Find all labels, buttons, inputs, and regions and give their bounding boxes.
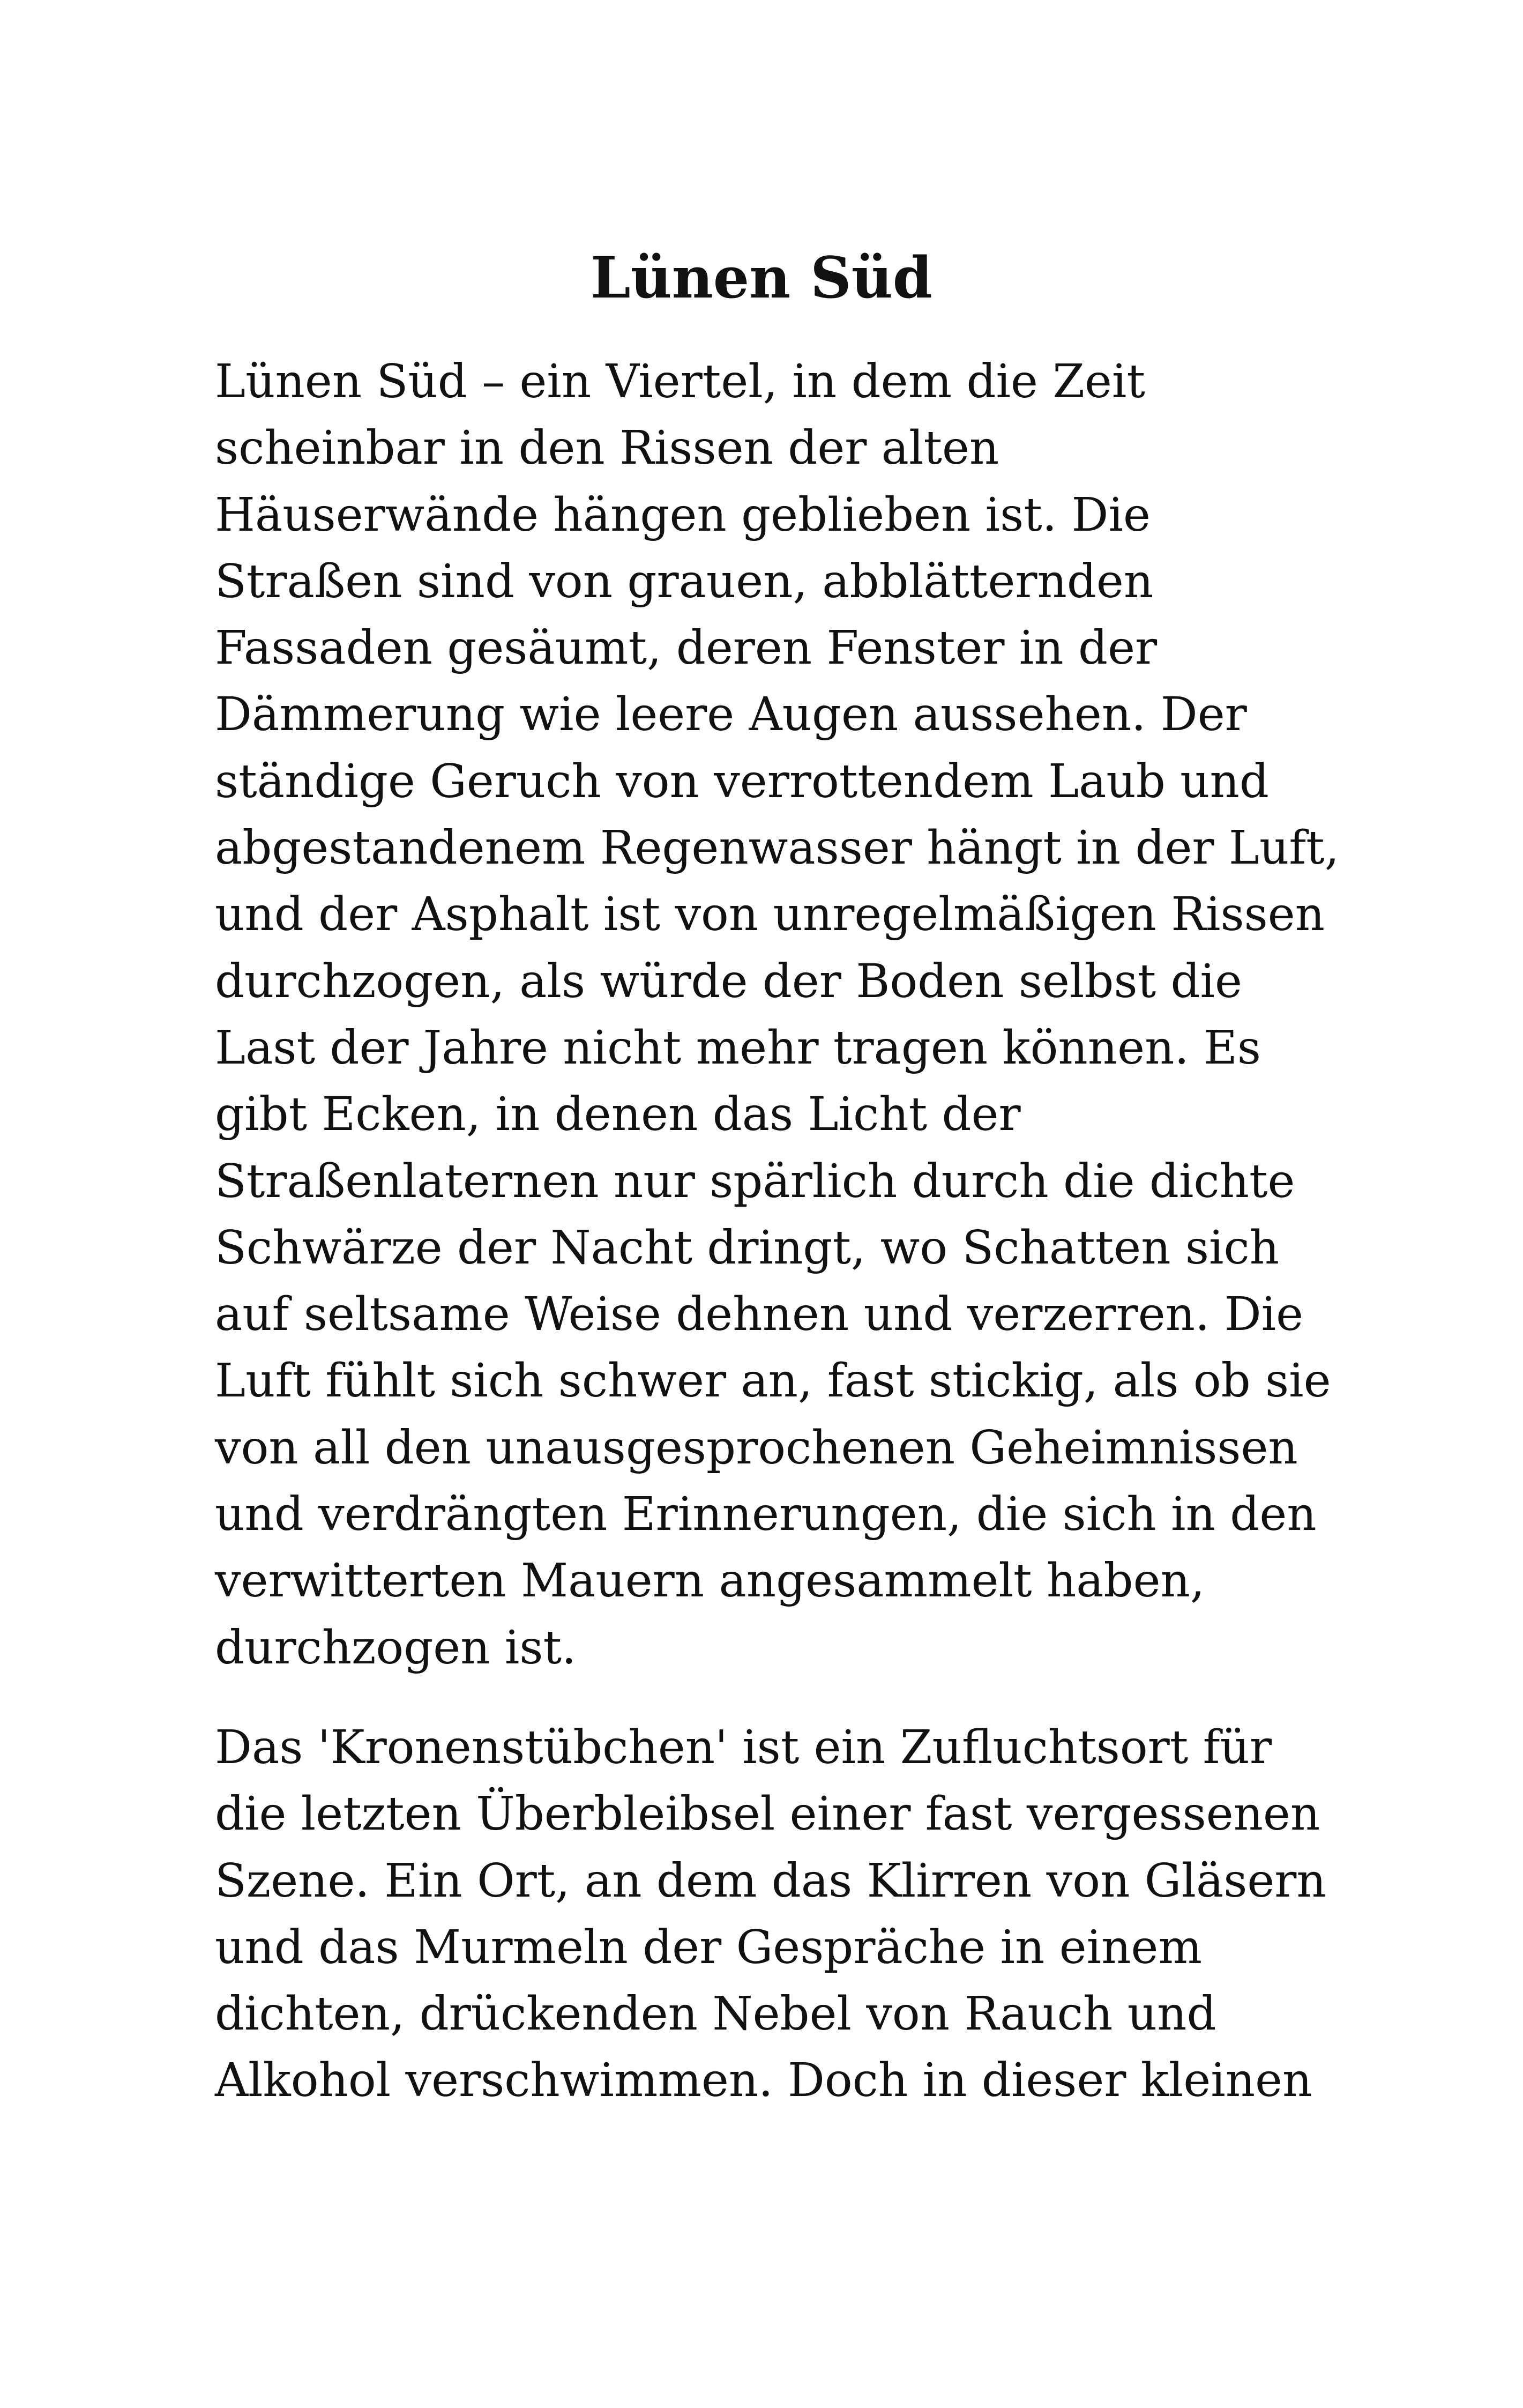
text-line: Das 'Kronenstübchen' ist ein Zufluchtsort für [215, 1720, 1272, 1774]
text-line: Schwärze der Nacht dringt, wo Schatten sich [215, 1221, 1280, 1275]
text-line: Last der Jahre nicht mehr tragen können. Es [215, 1021, 1261, 1075]
text-line: Szene. Ein Ort, an dem das Klirren von Gläsern [215, 1854, 1326, 1908]
text-line: Straßenlaternen nur spärlich durch die dichte [215, 1154, 1295, 1208]
text-line: durchzogen, als würde der Boden selbst die [215, 954, 1242, 1008]
text-line: und verdrängten Erinnerungen, die sich in den [215, 1488, 1317, 1542]
text-line: die letzten Überbleibsel einer fast vergessenen [215, 1787, 1320, 1841]
text-line: und der Asphalt ist von unregelmäßigen Rissen [215, 888, 1325, 942]
text-line: durchzogen ist. [215, 1621, 577, 1675]
paragraph-2 [215, 1714, 1330, 2114]
text-line: Alkohol verschwimmen. Doch in dieser kleinen [215, 2054, 1312, 2108]
text-line: verwitterten Mauern angesammelt haben, [215, 1554, 1205, 1608]
text-line: und das Murmeln der Gespräche in einem [215, 1920, 1202, 1974]
text-line: Straßen sind von grauen, abblätternden [215, 554, 1154, 608]
text-line: auf seltsame Weise dehnen und verzerren. Die [215, 1288, 1304, 1342]
text-line: Häuserwände hängen geblieben ist. Die [215, 488, 1151, 542]
text-line: Dämmerung wie leere Augen aussehen. Der [215, 688, 1247, 742]
text-line: Luft fühlt sich schwer an, fast stickig, als ob sie [215, 1354, 1331, 1408]
text-line: von all den unausgesprochenen Geheimnissen [215, 1421, 1298, 1475]
paragraph-1 [215, 348, 1340, 1681]
text-line: scheinbar in den Rissen der alten [215, 421, 999, 475]
chapter-title: Lünen Süd [591, 244, 932, 311]
text-line: Fassaden gesäumt, deren Fenster in der [215, 621, 1158, 675]
body-text [215, 348, 1340, 2147]
text-line: Lünen Süd – ein Viertel, in dem die Zeit [215, 355, 1145, 408]
text-line: dichten, drückenden Nebel von Rauch und [215, 1987, 1216, 2041]
text-line: abgestandenem Regenwasser hängt in der Luft, [215, 821, 1340, 875]
text-line: ständige Geruch von verrottendem Laub und [215, 754, 1269, 808]
text-line: gibt Ecken, in denen das Licht der [215, 1088, 1021, 1142]
